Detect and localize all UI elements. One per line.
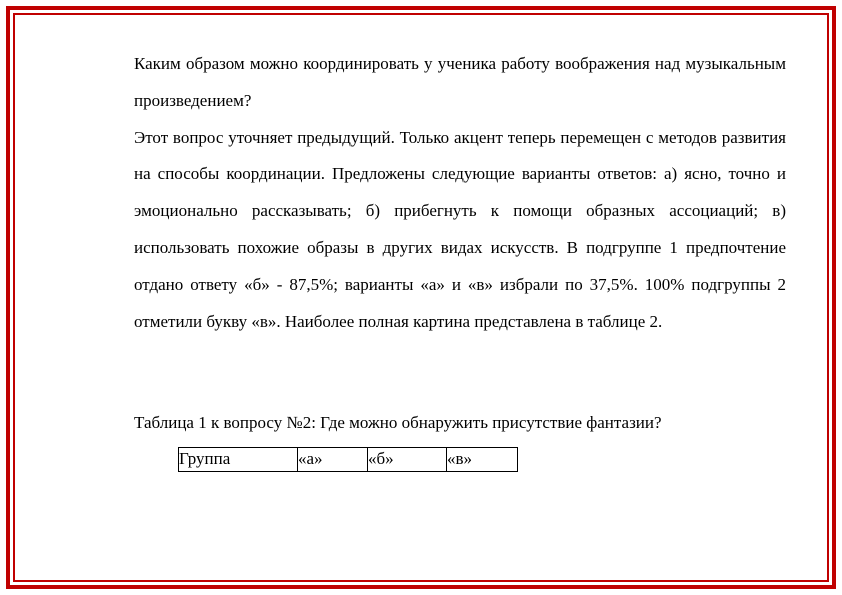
table-header-cell-b: «б» <box>368 448 447 472</box>
question-paragraph: Каким образом можно координировать у ученика работу воображения над музыкальным произведением? <box>134 54 786 110</box>
table-header-cell-v: «в» <box>447 448 518 472</box>
table-caption: Таблица 1 к вопросу №2: Где можно обнаружить присутствие фантазии? <box>134 413 662 432</box>
table-header-cell-a: «а» <box>298 448 368 472</box>
answer-paragraph: Этот вопрос уточняет предыдущий. Только акцент теперь перемещен с методов развития на способы координации. Предложены следующие варианты ответов: а) ясно, точно и эмоционально рассказывать; б) прибегнуть к помощи образных ассоциаций; в) использовать похожие образы в других видах искусств. В подгруппе 1 предпочтение отдано ответу «б» - 87,5%; варианты «а» и «в» избрали по 37,5%. 100% подгруппы 2 отметили букву «в». Наиболее полная картина представлена в таблице 2. <box>134 127 786 331</box>
table-header-row <box>179 448 518 472</box>
results-table <box>178 447 518 472</box>
table-header-cell-group: Группа <box>179 448 298 472</box>
slide-content <box>134 46 786 432</box>
